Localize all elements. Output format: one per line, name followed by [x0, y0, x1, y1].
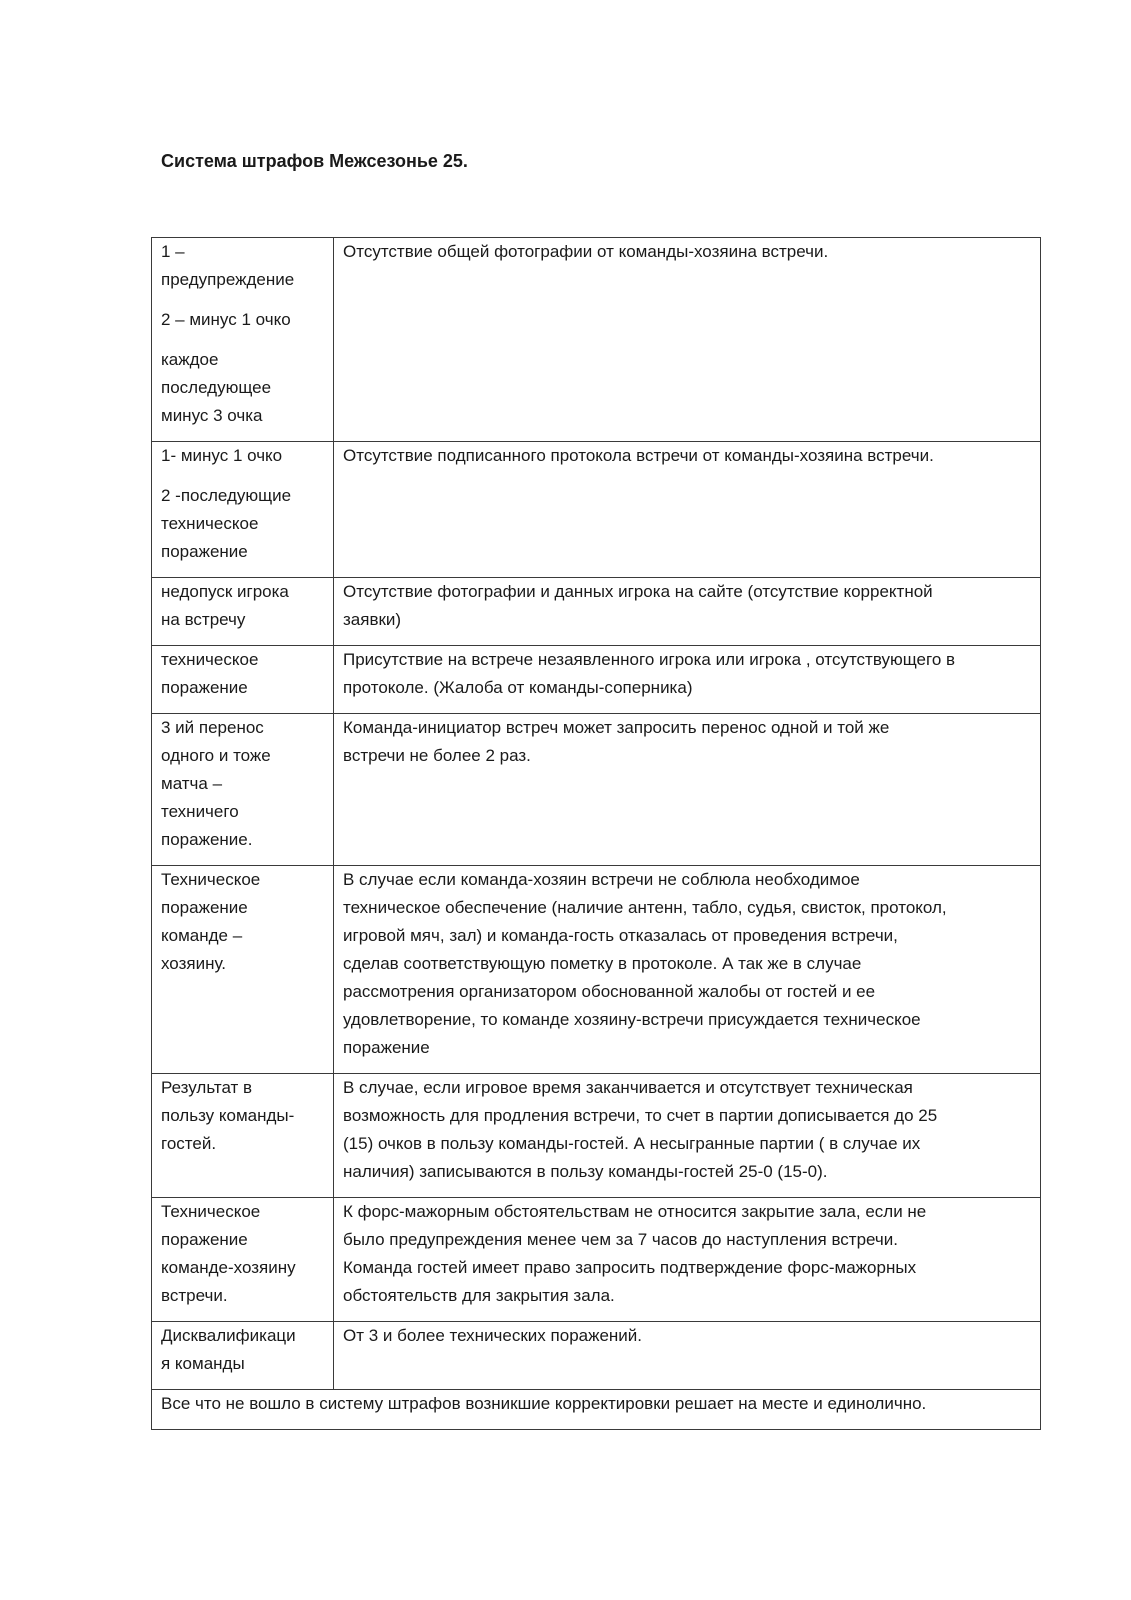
description-text: рассмотрения организатором обоснованной жалобы от гостей и ее: [343, 982, 876, 1001]
penalty-table: [151, 237, 1041, 1430]
penalty-cell: [152, 238, 334, 442]
description-text: сделав соответствующую пометку в протоколе. А так же в случае: [343, 954, 862, 973]
penalty-text: матча –: [161, 774, 223, 793]
penalty-cell: [152, 1074, 334, 1198]
description-text: игровой мяч, зал) и команда-гость отказалась от проведения встречи,: [343, 926, 898, 945]
description-text: поражение: [343, 1038, 430, 1057]
description-text: обстоятельств для закрытия зала.: [343, 1286, 615, 1305]
penalty-text: на встречу: [161, 610, 246, 629]
table-row: [152, 866, 1041, 1074]
description-cell: [334, 1074, 1041, 1198]
description-text: протоколе. (Жалоба от команды-соперника): [343, 678, 693, 697]
description-text: От 3 и более технических поражений.: [343, 1326, 643, 1345]
penalty-text: Дисквалификаци: [161, 1326, 296, 1345]
penalty-text: 1- минус 1 очко: [161, 446, 283, 465]
description-text: Отсутствие фотографии и данных игрока на сайте (отсутствие корректной: [343, 582, 933, 601]
table-row: [152, 1198, 1041, 1322]
penalty-cell: [152, 714, 334, 866]
penalty-cell: [152, 578, 334, 646]
description-text: заявки): [343, 610, 402, 629]
penalty-text: пользу команды-: [161, 1106, 295, 1125]
penalty-text: поражение: [161, 898, 248, 917]
description-cell: [334, 238, 1041, 442]
penalty-text: техническое: [161, 650, 259, 669]
table-row: [152, 238, 1041, 442]
penalty-text: Техническое: [161, 870, 261, 889]
penalty-text: встречи.: [161, 1286, 228, 1305]
description-text: В случае если команда-хозяин встречи не соблюла необходимое: [343, 870, 860, 889]
penalty-cell: [152, 1322, 334, 1390]
penalty-text: хозяину.: [161, 954, 226, 973]
description-cell: [334, 578, 1041, 646]
table-row: [152, 646, 1041, 714]
penalty-cell: [152, 442, 334, 578]
penalty-text: техническое: [161, 514, 259, 533]
description-text: возможность для продления встречи, то счет в партии дописывается до 25: [343, 1106, 938, 1125]
table-row: [152, 442, 1041, 578]
description-cell: [334, 1198, 1041, 1322]
penalty-text: команде-хозяину: [161, 1258, 296, 1277]
description-text: Команда-инициатор встреч может запросить перенос одной и той же: [343, 718, 890, 737]
description-cell: [334, 714, 1041, 866]
table-row: [152, 578, 1041, 646]
description-cell: [334, 1322, 1041, 1390]
penalty-text: одного и тоже: [161, 746, 271, 765]
penalty-text: 3 ий перенос: [161, 718, 264, 737]
penalty-text: поражение: [161, 678, 248, 697]
table-row: [152, 1074, 1041, 1198]
description-text: К форс-мажорным обстоятельствам не относится закрытие зала, если не: [343, 1202, 927, 1221]
description-text: Отсутствие общей фотографии от команды-хозяина встречи.: [343, 242, 829, 261]
penalty-text: техничего: [161, 802, 239, 821]
footer-note-cell: [152, 1390, 1041, 1430]
table-row: [152, 1322, 1041, 1390]
description-text: встречи не более 2 раз.: [343, 746, 531, 765]
footer-note: Все что не вошло в систему штрафов возникшие корректировки решает на месте и единолично.: [161, 1394, 927, 1413]
description-cell: [334, 866, 1041, 1074]
description-text: удовлетворение, то команде хозяину-встречи присуждается техническое: [343, 1010, 921, 1029]
penalty-text: минус 3 очка: [161, 406, 263, 425]
penalty-cell: [152, 866, 334, 1074]
penalty-text: я команды: [161, 1354, 245, 1373]
document-title: Система штрафов Межсезонье 25.: [161, 151, 468, 171]
description-text: В случае, если игровое время заканчивается и отсутствует техническая: [343, 1078, 913, 1097]
penalty-text: гостей.: [161, 1134, 217, 1153]
table-footer-row: [152, 1390, 1041, 1430]
description-cell: [334, 442, 1041, 578]
penalty-cell: [152, 646, 334, 714]
penalty-text: команде –: [161, 926, 243, 945]
penalty-text: поражение: [161, 1230, 248, 1249]
description-text: Команда гостей имеет право запросить подтверждение форс-мажорных: [343, 1258, 917, 1277]
penalty-text: Техническое: [161, 1202, 261, 1221]
penalty-text: 1 –: [161, 242, 185, 261]
penalty-text: недопуск игрока: [161, 582, 289, 601]
description-cell: [334, 646, 1041, 714]
description-text: Присутствие на встрече незаявленного игрока или игрока , отсутствующего в: [343, 650, 956, 669]
penalty-text: 2 – минус 1 очко: [161, 310, 291, 329]
penalty-text: Результат в: [161, 1078, 253, 1097]
description-text: было предупреждения менее чем за 7 часов до наступления встречи.: [343, 1230, 898, 1249]
penalty-cell: [152, 1198, 334, 1322]
description-text: Отсутствие подписанного протокола встречи от команды-хозяина встречи.: [343, 446, 934, 465]
penalty-text: поражение.: [161, 830, 253, 849]
penalty-text: каждое: [161, 350, 219, 369]
description-text: наличия) записываются в пользу команды-гостей 25-0 (15-0).: [343, 1162, 828, 1181]
penalty-text: поражение: [161, 542, 248, 561]
penalty-text: 2 -последующие: [161, 486, 292, 505]
table-row: [152, 714, 1041, 866]
penalty-text: предупреждение: [161, 270, 295, 289]
penalty-text: последующее: [161, 378, 272, 397]
description-text: техническое обеспечение (наличие антенн, табло, судья, свисток, протокол,: [343, 898, 947, 917]
description-text: (15) очков в пользу команды-гостей. А несыгранные партии ( в случае их: [343, 1134, 921, 1153]
